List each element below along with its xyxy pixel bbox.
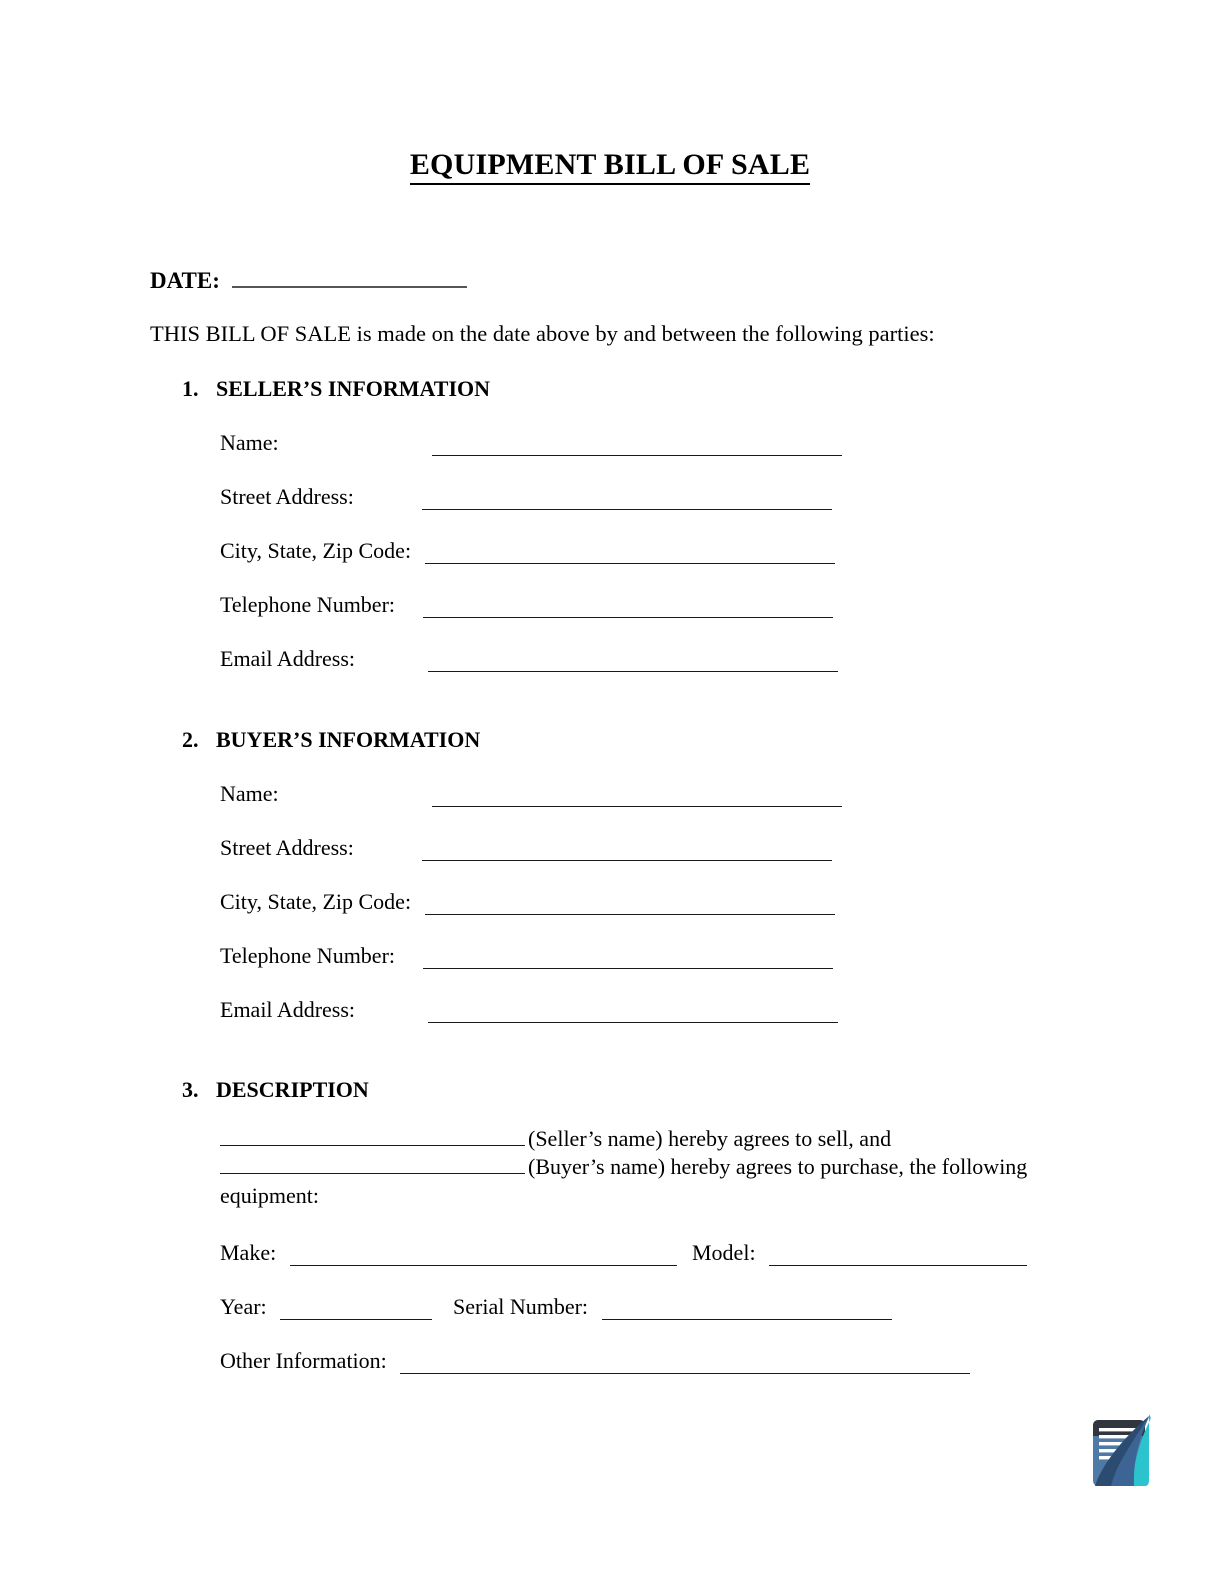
date-input-line[interactable]	[232, 269, 467, 288]
section-heading-buyer	[182, 727, 480, 753]
serial-label: Serial Number:	[453, 1294, 589, 1319]
seller-name-row	[220, 430, 842, 456]
equipment-tail-text: equipment:	[220, 1183, 319, 1208]
year-label: Year:	[220, 1294, 267, 1319]
page-title-text: EQUIPMENT BILL OF SALE	[410, 148, 810, 185]
model-label: Model:	[692, 1240, 756, 1265]
page-title	[0, 148, 1220, 182]
buyer-phone-label: Telephone Number:	[220, 943, 396, 968]
seller-clause-text: (Seller’s name) hereby agrees to sell, and	[528, 1126, 892, 1151]
buyer-street-label: Street Address:	[220, 835, 354, 860]
seller-name-input-line[interactable]	[432, 441, 842, 456]
seller-email-label: Email Address:	[220, 646, 356, 671]
buyer-clause-text: (Buyer’s name) hereby agrees to purchase, the following	[528, 1154, 1028, 1179]
serial-input-line[interactable]	[602, 1305, 892, 1320]
seller-city-input-line[interactable]	[425, 549, 835, 564]
seller-phone-row	[220, 592, 833, 618]
model-row	[692, 1240, 1027, 1266]
buyer-city-input-line[interactable]	[425, 900, 835, 915]
buyer-name-blank[interactable]	[220, 1155, 525, 1174]
make-row	[220, 1240, 677, 1266]
section-number-1: 1.	[182, 376, 199, 401]
seller-name-label: Name:	[220, 430, 279, 455]
buyer-name-label: Name:	[220, 781, 279, 806]
buyer-email-row	[220, 997, 838, 1023]
seller-street-input-line[interactable]	[422, 495, 832, 510]
date-label: DATE:	[150, 268, 220, 293]
buyer-phone-row	[220, 943, 833, 969]
make-input-line[interactable]	[290, 1251, 677, 1266]
buyer-city-row	[220, 889, 835, 915]
seller-city-row	[220, 538, 835, 564]
seller-street-label: Street Address:	[220, 484, 354, 509]
section-number-2: 2.	[182, 727, 199, 752]
section-title-1: SELLER’S INFORMATION	[216, 376, 491, 401]
buyer-street-row	[220, 835, 832, 861]
make-label: Make:	[220, 1240, 277, 1265]
buyer-name-row	[220, 781, 842, 807]
section-heading-description	[182, 1077, 369, 1103]
seller-city-label: City, State, Zip Code:	[220, 538, 412, 563]
section-title-3: DESCRIPTION	[216, 1077, 369, 1102]
year-row	[220, 1294, 432, 1320]
intro-paragraph: THIS BILL OF SALE is made on the date above by and between the following parties:	[150, 321, 935, 346]
seller-clause-line	[220, 1126, 1027, 1154]
buyer-clause-line	[220, 1154, 1027, 1182]
other-info-row	[220, 1348, 970, 1374]
buyer-city-label: City, State, Zip Code:	[220, 889, 412, 914]
description-clause-block	[220, 1126, 1027, 1209]
date-row	[150, 268, 467, 294]
model-input-line[interactable]	[769, 1251, 1027, 1266]
serial-row	[453, 1294, 892, 1320]
seller-name-blank[interactable]	[220, 1127, 525, 1146]
seller-email-input-line[interactable]	[428, 657, 838, 672]
document-logo	[1087, 1412, 1155, 1494]
buyer-email-input-line[interactable]	[428, 1008, 838, 1023]
seller-email-row	[220, 646, 838, 672]
buyer-street-input-line[interactable]	[422, 846, 832, 861]
other-info-input-line[interactable]	[400, 1359, 970, 1374]
buyer-email-label: Email Address:	[220, 997, 356, 1022]
seller-phone-label: Telephone Number:	[220, 592, 396, 617]
seller-street-row	[220, 484, 832, 510]
section-heading-seller	[182, 376, 490, 402]
year-input-line[interactable]	[280, 1305, 432, 1320]
seller-phone-input-line[interactable]	[423, 603, 833, 618]
buyer-name-input-line[interactable]	[432, 792, 842, 807]
buyer-phone-input-line[interactable]	[423, 954, 833, 969]
section-title-2: BUYER’S INFORMATION	[216, 727, 481, 752]
section-number-3: 3.	[182, 1077, 199, 1102]
other-info-label: Other Information:	[220, 1348, 387, 1373]
